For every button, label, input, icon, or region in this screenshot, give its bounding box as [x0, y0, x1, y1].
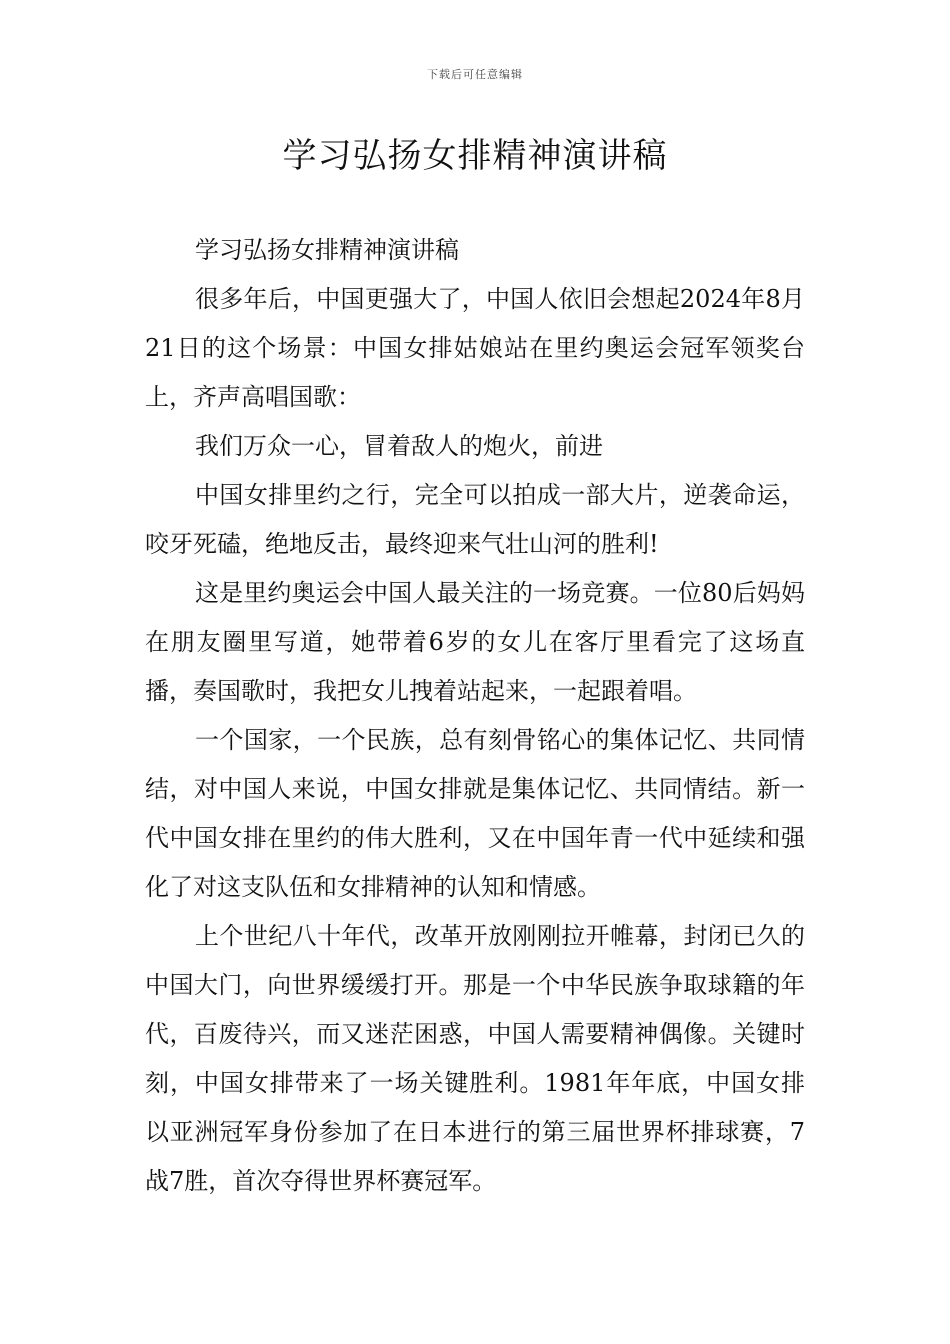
paragraph: 很多年后，中国更强大了，中国人依旧会想起2024年8月21日的这个场景：中国女排姑娘站在里约奥运会冠军领奖台上，齐声高唱国歌：	[145, 285, 805, 411]
paragraph: 中国女排里约之行，完全可以拍成一部大片，逆袭命运，咬牙死磕，绝地反击，最终迎来气壮山河的胜利!	[145, 481, 805, 558]
header-note: 下载后可任意编辑	[427, 68, 523, 81]
paragraph: 上个世纪八十年代，改革开放刚刚拉开帷幕，封闭已久的中国大门，向世界缓缓打开。那是一个中华民族争取球籍的年代，百废待兴，而又迷茫困惑，中国人需要精神偶像。关键时刻，中国女排带来了一场关键胜利。1981年年底，中国女排以亚洲冠军身份参加了在日本进行的第三届世界杯排球赛，7战7胜，首次夺得世界杯赛冠军。	[145, 922, 805, 1195]
paragraph: 一个国家，一个民族，总有刻骨铭心的集体记忆、共同情结，对中国人来说，中国女排就是集体记忆、共同情结。新一代中国女排在里约的伟大胜利，又在中国年青一代中延续和强化了对这支队伍和女排精神的认知和情感。	[145, 726, 805, 901]
paragraph: 这是里约奥运会中国人最关注的一场竞赛。一位80后妈妈在朋友圈里写道，她带着6岁的女儿在客厅里看完了这场直播，奏国歌时，我把女儿拽着站起来，一起跟着唱。	[145, 579, 805, 705]
document-body	[145, 226, 805, 1206]
document-title: 学习弘扬女排精神演讲稿	[282, 136, 668, 176]
paragraph: 学习弘扬女排精神演讲稿	[195, 236, 459, 264]
paragraph: 我们万众一心，冒着敌人的炮火，前进	[195, 432, 603, 460]
